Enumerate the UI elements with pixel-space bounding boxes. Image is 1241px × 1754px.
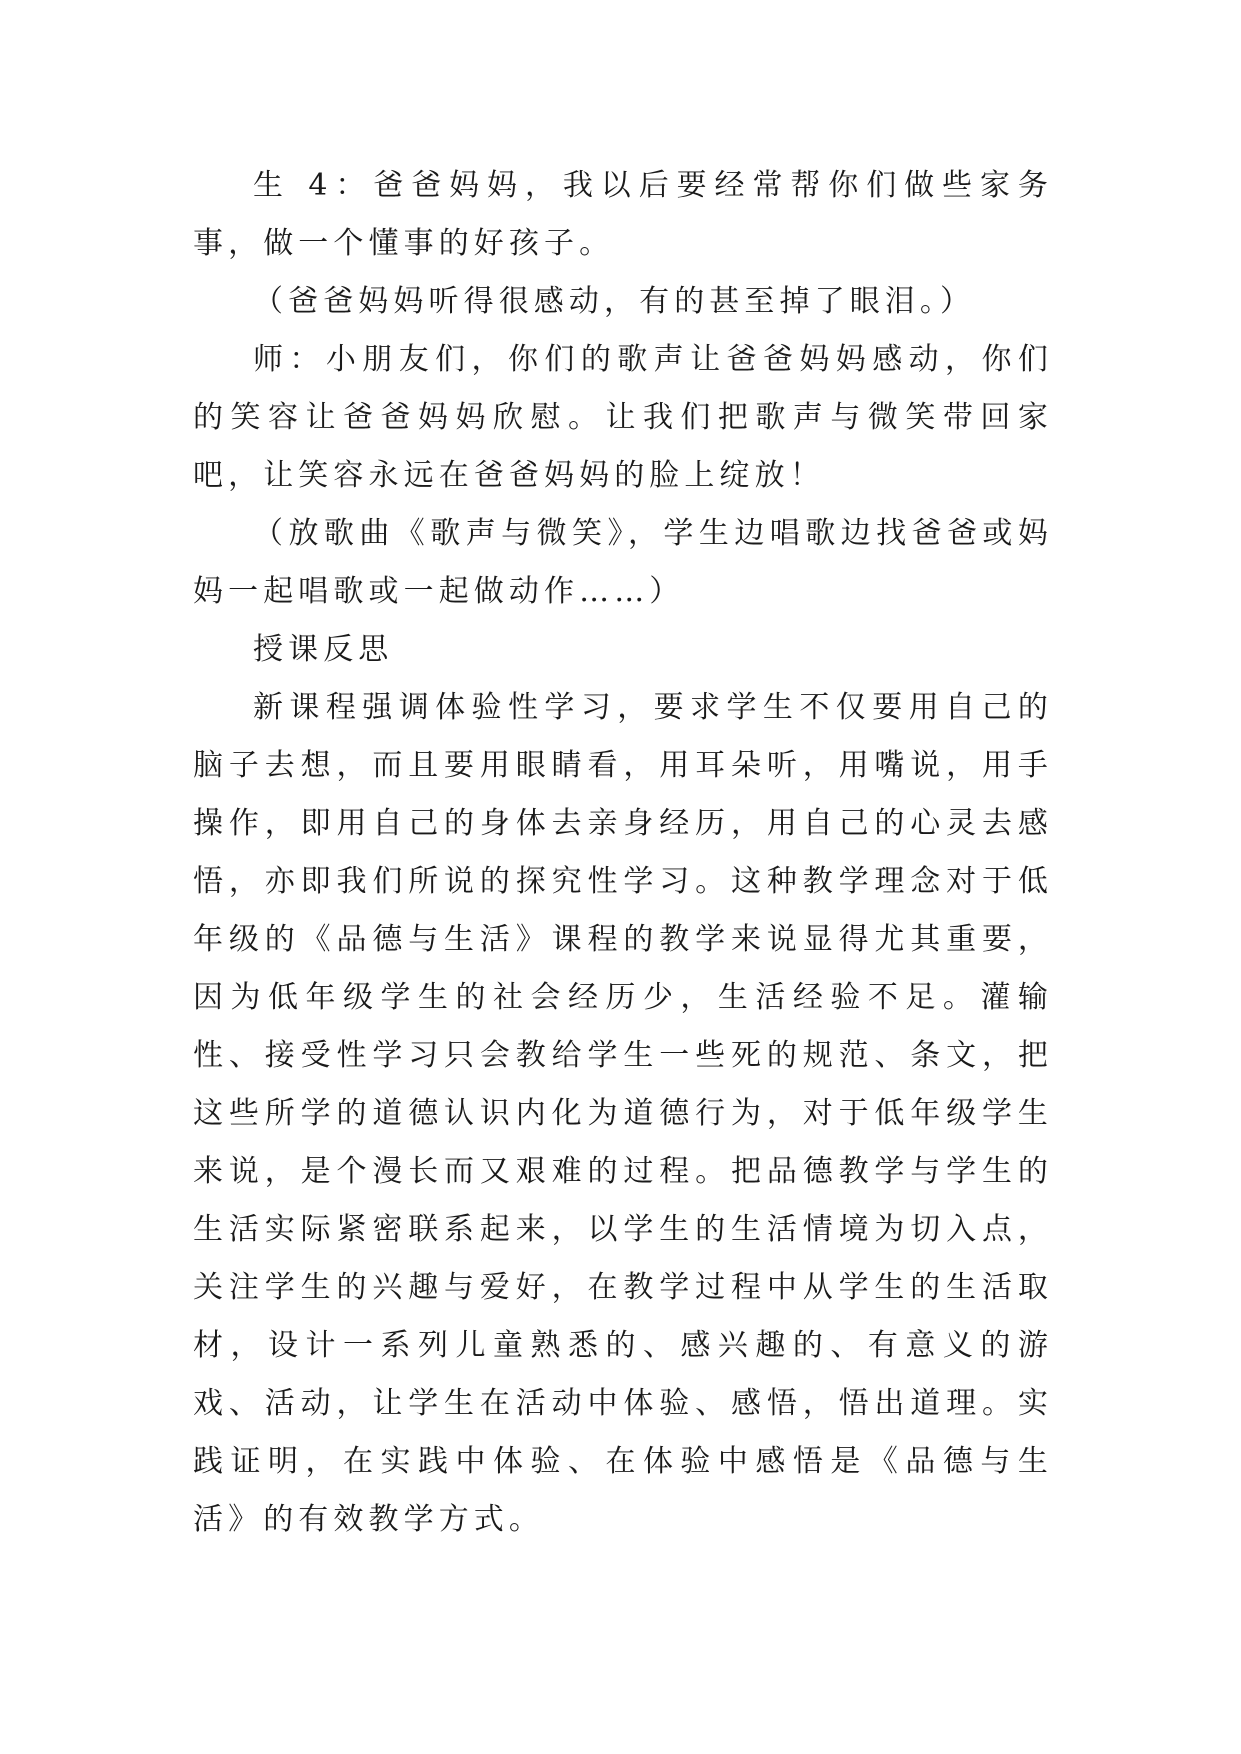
- paragraph-parents-moved: （爸爸妈妈听得很感动，有的甚至掉了眼泪。）: [253, 284, 976, 319]
- paragraph-reflection-body: 新课程强调体验性学习，要求学生不仅要用自己的脑子去想，而且要用眼睛看，用耳朵听，用嘴说，用手操作，即用自己的身体去亲身经历，用自己的心灵去感悟，亦即我们所说的探究性学习。这种教学理念对于低年级的《品德与生活》课程的教学来说显得尤其重要，因为低年级学生的社会经历少，生活经验不足。灌输性、接受性学习只会教给学生一些死的规范、条文，把这些所学的道德认识内化为道德行为，对于低年级学生来说，是个漫长而又艰难的过程。把品德教学与学生的生活实际紧密联系起来，以学生的生活情境为切入点，关注学生的兴趣与爱好，在教学过程中从学生的生活取材，设计一系列儿童熟悉的、感兴趣的、有意义的游戏、活动，让学生在活动中体验、感悟，悟出道理。实践证明，在实践中体验、在体验中感悟是《品德与生活》的有效教学方式。: [193, 690, 1053, 1537]
- paragraph-song-activity: （放歌曲《歌声与微笑》，学生边唱歌边找爸爸或妈妈一起唱歌或一起做动作……）: [193, 516, 1053, 609]
- paragraph-teacher-remarks: 师：小朋友们，你们的歌声让爸爸妈妈感动，你们的笑容让爸爸妈妈欣慰。让我们把歌声与微笑带回家吧，让笑容永远在爸爸妈妈的脸上绽放！: [193, 342, 1053, 493]
- document-body: [193, 157, 1053, 1549]
- paragraph-student-4: 生 4：爸爸妈妈，我以后要经常帮你们做些家务事，做一个懂事的好孩子。: [193, 168, 1053, 261]
- section-heading-reflection: 授课反思: [253, 632, 394, 667]
